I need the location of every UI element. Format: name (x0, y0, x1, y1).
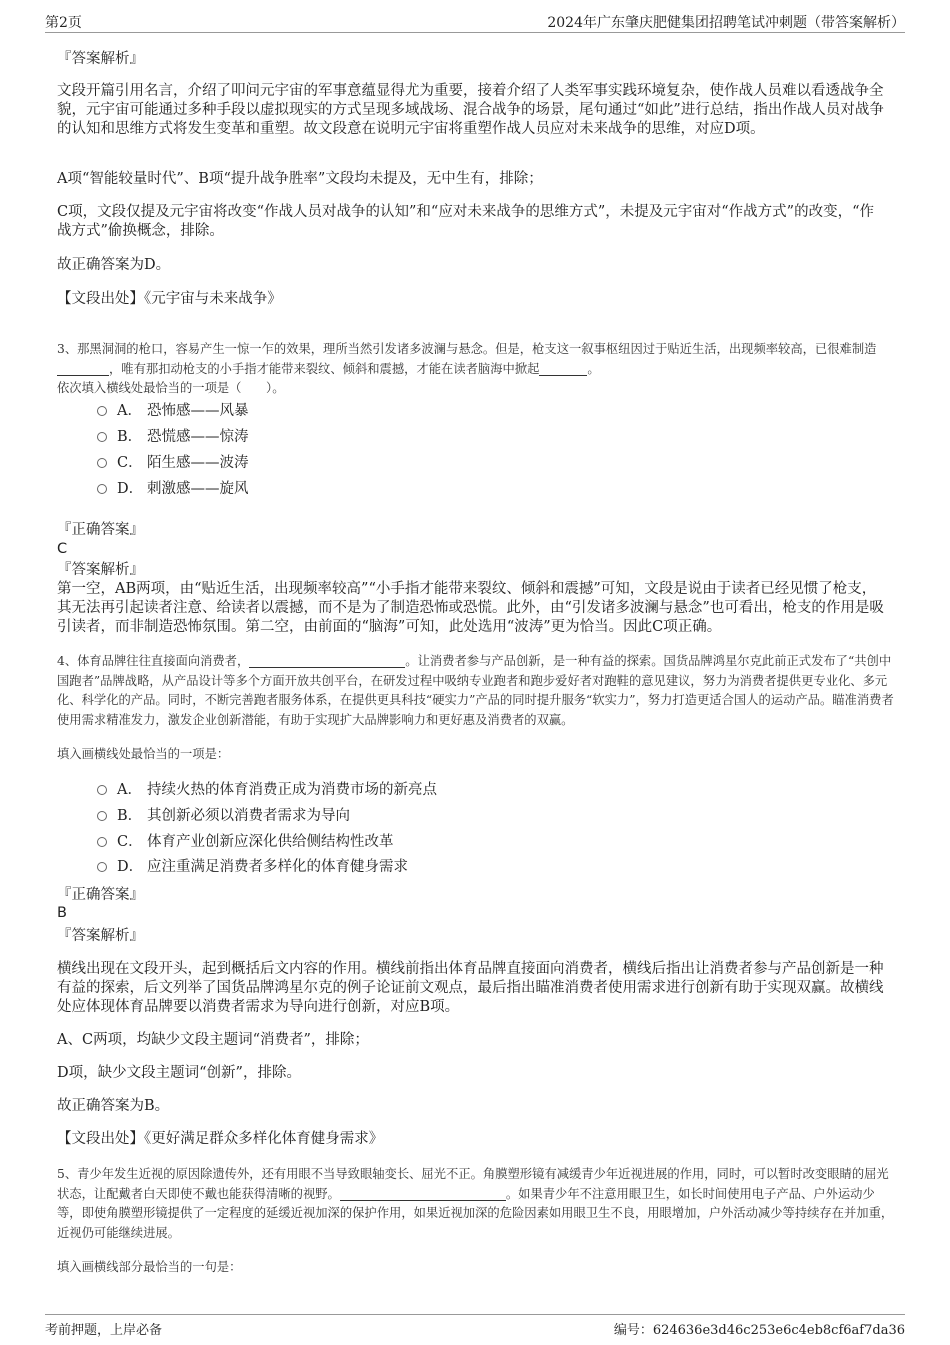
q2-analysis-p2: A项“智能较量时代”、B项“提升战争胜率”文段均未提及，无中生有，排除； (57, 171, 543, 187)
page-footer (45, 1314, 905, 1337)
q3-option-b[interactable]: B． 恐慌感——惊涛 (97, 427, 249, 447)
radio-icon[interactable] (97, 837, 107, 847)
document-title: 2024年广东肇庆肥健集团招聘笔试冲刺题（带答案解析） (547, 15, 905, 31)
q3-stem: 3、那黑洞洞的枪口，容易产生一惊一乍的效果，理所当然引发诸多波澜与悬念。但是，枪支这一叙事枢纽因过于贴近生活，出现频率较高，已很难制造，唯有那扣动枪支的小手指才能带来裂纹、倾斜和震撼，才能在读者脑海中掀起 。 (57, 342, 877, 376)
q3-analysis: 第一空，AB两项，由“贴近生活，出现频率较高”“小手指才能带来裂纹、倾斜和震撼”可知，文段是说由于读者已经见惯了枪支，其无法再引起读者注意、给读者以震撼，而不是为了制造恐怖或恐慌。此外，由“引发诸多波澜与悬念”也可看出，枪支的作用是吸引读者，而非制造恐怖氛围。第二空，由前面的“脑海”可知，此处选用“波涛”更为恰当。因此C项正确。 (57, 581, 884, 635)
radio-icon[interactable] (97, 785, 107, 795)
q4-prompt: 填入画横线处最恰当的一项是： (57, 747, 230, 761)
q4-option-b[interactable]: B． 其创新必须以消费者需求为导向 (97, 806, 350, 826)
page-header (45, 10, 905, 33)
radio-icon[interactable] (97, 406, 107, 416)
q4-option-a[interactable]: A． 持续火热的体育消费正成为消费市场的新亮点 (97, 780, 437, 800)
q3-analysis-label: 『答案解析』 (57, 562, 144, 578)
q4-stem: 4、体育品牌往往直接面向消费者， 。让消费者参与产品创新，是一种有益的探索。国货品牌鸿星尔克此前正式发布了“共创中国跑者”品牌战略，从产品设计等多个方面开放共创平台，在研发过程中吸纳专业跑者和跑步爱好者对跑鞋的意见建议，努力为消费者提供更专业化、多元化、科学化的产品。同时，不断完善跑者服务体系，在提供更具科技“硬实力”产品的同时提升服务“软实力”，努力打造更适合国人的运动产品。瞄准消费者使用需求精准发力，激发企业创新潜能，有助于实现扩大品牌影响力和更好惠及消费者的双赢。 (57, 654, 894, 727)
q4-blank (249, 653, 405, 668)
q4-answer: B (57, 905, 67, 921)
q2-analysis-label: 『答案解析』 (57, 51, 144, 67)
q3-answer-label: 『正确答案』 (57, 522, 144, 538)
document-code: 编号：624636e3d46c253e6c4eb8cf6af7da36 (613, 1323, 905, 1338)
q5-blank (340, 1186, 506, 1201)
q3-option-a[interactable]: A． 恐怖感——风暴 (97, 401, 249, 421)
q3-option-d[interactable]: D． 刺激感——旋风 (97, 479, 249, 499)
q3-blank-2 (539, 361, 587, 376)
q4-analysis-p3: D项，缺少文段主题词“创新”，排除。 (57, 1065, 301, 1081)
q4-analysis-p2: A、C两项，均缺少文段主题词“消费者”，排除； (57, 1032, 369, 1048)
q3-blank-1 (57, 361, 109, 376)
q2-source: 【文段出处】《元宇宙与未来战争》 (57, 291, 282, 307)
q2-analysis-p3: C项，文段仅提及元宇宙将改变“作战人员对战争的认知”和“应对未来战争的思维方式”，未提及元宇宙对“作战方式”的改变，“作战方式”偷换概念，排除。 (57, 204, 874, 239)
q4-answer-label: 『正确答案』 (57, 887, 144, 903)
q3-option-c[interactable]: C． 陌生感——波涛 (97, 453, 249, 473)
q4-analysis-p4: 故正确答案为B。 (57, 1098, 170, 1114)
q5-prompt: 填入画横线部分最恰当的一句是： (57, 1260, 242, 1274)
radio-icon[interactable] (97, 862, 107, 872)
radio-icon[interactable] (97, 484, 107, 494)
q4-analysis-p1: 横线出现在文段开头，起到概括后文内容的作用。横线前指出体育品牌直接面向消费者，横线后指出让消费者参与产品创新是一种有益的探索，后文列举了国货品牌鸿星尔克的例子论证前文观点，最后指出瞄准消费者使用需求进行创新有助于实现双赢。故横线处应体现体育品牌要以消费者需求为导向进行创新，对应B项。 (57, 961, 884, 1015)
radio-icon[interactable] (97, 432, 107, 442)
radio-icon[interactable] (97, 458, 107, 468)
footer-slogan: 考前押题，上岸必备 (45, 1323, 163, 1338)
q4-source: 【文段出处】《更好满足群众多样化体育健身需求》 (57, 1131, 384, 1147)
q3-prompt: 依次填入横线处最恰当的一项是（ ）。 (57, 381, 285, 395)
q4-analysis-label: 『答案解析』 (57, 928, 144, 944)
q4-option-c[interactable]: C． 体育产业创新应深化供给侧结构性改革 (97, 832, 394, 852)
q5-stem: 5、青少年发生近视的原因除遗传外，还有用眼不当导致眼轴变长、屈光不正。角膜塑形镜有减缓青少年近视进展的作用，同时，可以暂时改变眼睛的屈光状态，让配戴者白天即使不戴也能获得清晰的视野。 。如果青少年不注意用眼卫生，如长时间使用电子产品、户外运动少等，即使角膜塑形镜提供了一定程度的延缓近视加深的保护作用，如果近视加深的危险因素如用眼卫生不良，用眼增加，户外活动减少等持续存在并加重，近视仍可能继续进展。 (57, 1167, 894, 1240)
page-number: 第2页 (45, 15, 82, 31)
q4-option-d[interactable]: D． 应注重满足消费者多样化的体育健身需求 (97, 857, 408, 877)
radio-icon[interactable] (97, 811, 107, 821)
q2-analysis-p4: 故正确答案为D。 (57, 257, 171, 273)
q2-analysis-p1: 文段开篇引用名言，介绍了叩问元宇宙的军事意蕴显得尤为重要，接着介绍了人类军事实践环境复杂，使作战人员难以看透战争全貌，元宇宙可能通过多种手段以虚拟现实的方式呈现多域战场、混合战争的场景，尾句通过“如此”进行总结，指出作战人员对战争的认知和思维方式将发生变革和重塑。故文段意在说明元宇宙将重塑作战人员应对未来战争的思维，对应D项。 (57, 83, 884, 137)
q3-answer: C (57, 541, 68, 557)
